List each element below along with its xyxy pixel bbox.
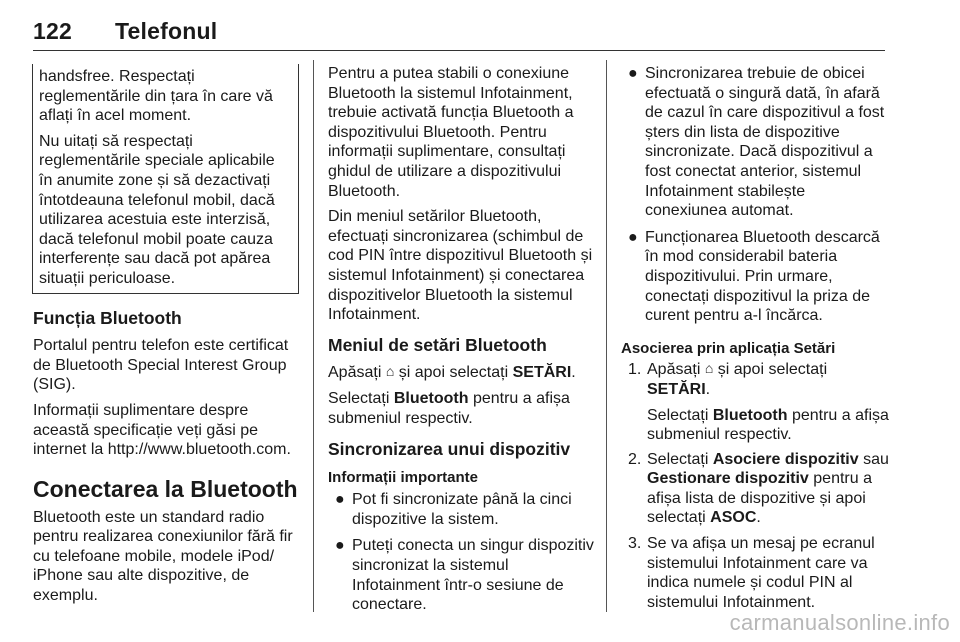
watermark: carmanualsonline.info: [729, 610, 950, 635]
paragraph: Pentru a putea stabili o conexiune Bluetooth la sistemul Infotainment, trebuie activată funcția Bluetooth a dispozitivului Bluetooth. Pentru informații suplimentare, consultați ghidul de utilizare a dispozitivului Bluetooth.: [328, 65, 574, 200]
step-2: 2. Selectați Asociere dispozitiv sau Gestionare dispozitiv pentru a afișa lista de dispozitive și apoi selectați ASOC.: [628, 450, 889, 527]
list-item: ● Pot fi sincronizate până la cinci dispozitive la sistem.: [335, 491, 572, 528]
warning-box: [32, 64, 299, 294]
bullet-icon: ●: [628, 228, 638, 246]
paragraph: Bluetooth este un standard radio pentru realizarea conexiunilor fără fir cu telefoane mobile, modele iPod/ iPhone sau alte dispozitive, de exemplu.: [33, 508, 293, 605]
list-item: ● Puteți conecta un singur dispozitiv sincronizat la sistemul Infotainment într-o sesiune de conectare.: [335, 537, 594, 614]
section-heading: Funcția Bluetooth: [33, 307, 182, 328]
step-1: 1. Apăsați ⌂ și apoi selectați SETĂRI.: [628, 360, 828, 398]
chapter-heading: Conectarea la Bluetooth: [33, 475, 298, 502]
column-divider: [606, 60, 607, 612]
home-icon: ⌂: [704, 360, 714, 377]
step-3: 3. Se va afișa un mesaj pe ecranul sistemului Infotainment care va indica numele și codul PIN al sistemului Infotainment.: [628, 535, 875, 611]
paragraph: Selectați Bluetooth pentru a afișa submeniul respectiv.: [328, 389, 570, 427]
warning-paragraph: Nu uitați să respectați reglementările speciale aplicabile în anumite zone și să dezactivați întotdeauna telefonul mobil, dacă utilizarea acestuia este interzisă, dacă telefonul mobil poate cauza interferențe sau dacă pot apărea situații periculoase.: [39, 132, 275, 287]
paragraph: Informații suplimentare despre această specificație veți găsi pe internet la http://www.bluetooth.com.: [33, 401, 291, 459]
page-header: [33, 18, 217, 45]
header-rule: [33, 50, 885, 51]
page-number: 122: [33, 18, 72, 44]
column-divider: [313, 60, 314, 612]
column-3: [621, 64, 889, 618]
subheading: Informații importante: [328, 468, 479, 486]
subheading: Asocierea prin aplicația Setări: [621, 339, 836, 357]
list-item: ● Sincronizarea trebuie de obicei efectuată o singură dată, în afară de cazul în care dispozitivul a fost șters din lista de dispozitive sincronizate. Dacă dispozitivul a fost conectat anterior, sistemul Infotainment stabilește conexiunea automat.: [628, 65, 885, 220]
warning-paragraph: handsfree. Respectați reglementările din țara în care vă aflați în acel moment.: [39, 68, 273, 125]
paragraph: Apăsați ⌂ și apoi selectați SETĂRI.: [328, 363, 576, 382]
column-1: [33, 64, 299, 612]
paragraph: Portalul pentru telefon este certificat de Bluetooth Special Interest Group (SIG).: [33, 337, 289, 394]
home-icon: ⌂: [385, 363, 395, 380]
step-1-detail: Selectați Bluetooth pentru a afișa submeniul respectiv.: [647, 406, 889, 444]
list-item: ● Funcționarea Bluetooth descarcă în mod considerabil bateria dispozitivului. Prin urmare, conectați dispozitivul la priza de curent pentru a-l încărca.: [628, 228, 880, 325]
bullet-icon: ●: [335, 491, 345, 509]
bullet-icon: ●: [628, 65, 638, 82]
column-2: [328, 64, 595, 622]
section-heading: Meniul de setări Bluetooth: [328, 334, 547, 355]
paragraph: Din meniul setărilor Bluetooth, efectuați sincronizarea (schimbul de cod PIN între dispozitivul Bluetooth și sistemul Infotainment) și conectarea dispozitivelor Bluetooth la sistemul Infotainment.: [328, 208, 593, 324]
section-heading: Sincronizarea unui dispozitiv: [328, 439, 571, 460]
page-title: Telefonul: [115, 18, 218, 44]
bullet-icon: ●: [335, 537, 345, 555]
